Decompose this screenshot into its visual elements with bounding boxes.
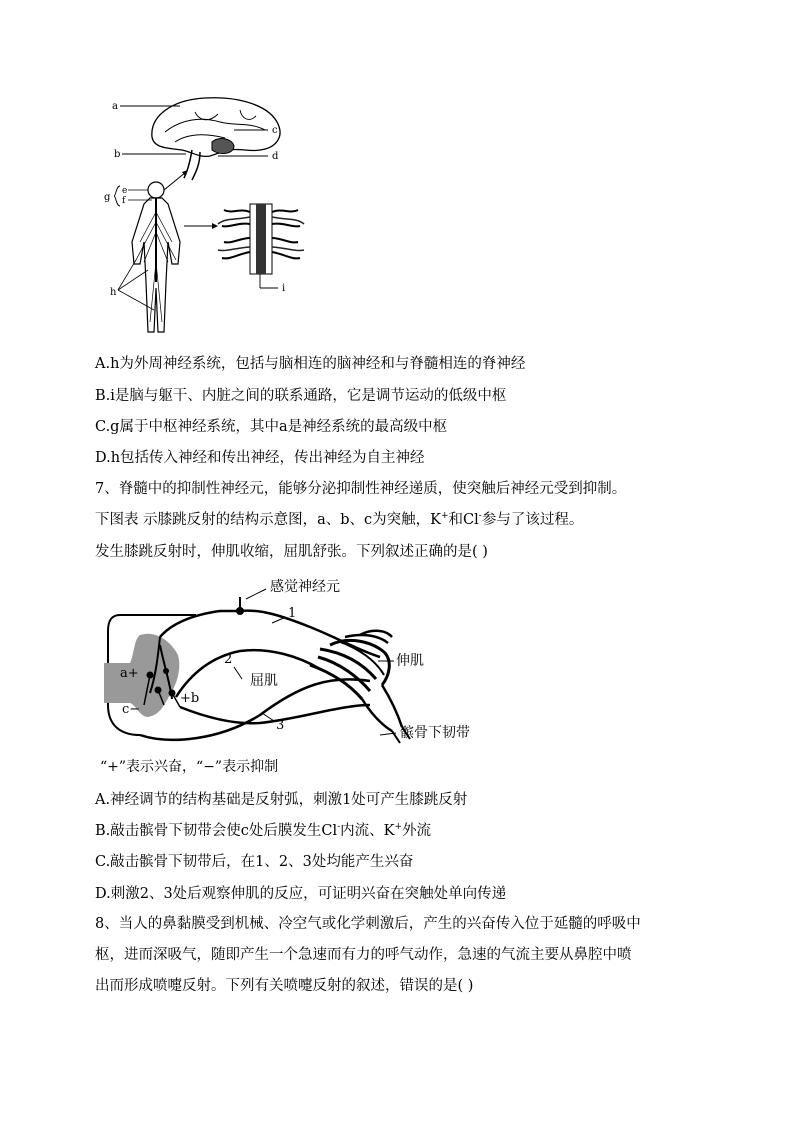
nervous-system-figure <box>100 92 330 342</box>
extensor-label: 伸肌 <box>396 653 424 669</box>
label-c: c <box>272 125 278 136</box>
q7-stem-line2: 下图表 示膝跳反射的结构示意图，a、b、c为突触，K+和Cl-参与了该过程。 <box>95 511 584 528</box>
label-f: f <box>122 196 126 206</box>
number-2-label: 2 <box>224 652 233 667</box>
q7-option-a: A.神经调节的结构基础是反射弧，刺激1处可产生膝跳反射 <box>95 792 468 808</box>
q8-stem-line3: 出而形成喷嚏反射。下列有关喷嚏反射的叙述，错误的是( ) <box>95 978 474 994</box>
label-i: i <box>282 283 286 294</box>
figure-legend: “+”表示兴奋，“−”表示抑制 <box>100 759 279 775</box>
label-b: b <box>114 149 121 160</box>
label-e: e <box>122 186 128 196</box>
q7-stem-line1: 7、脊髓中的抑制性神经元，能够分泌抑制性神经递质，使突触后神经元受到抑制。 <box>95 481 627 497</box>
knee-jerk-reflex-figure <box>100 575 500 775</box>
flexor-label: 屈肌 <box>250 673 278 689</box>
q7-option-b: B.敲击髌骨下韧带会使c处后膜发生Cl-内流、K+外流 <box>95 822 432 839</box>
q8-stem-line1: 8、当人的鼻黏膜受到机械、冷空气或化学刺激后，产生的兴奋传入位于延髓的呼吸中 <box>95 916 641 932</box>
label-g: g <box>104 192 111 203</box>
c-minus-label: c− <box>122 702 141 717</box>
q6-option-a: A.h为外周神经系统，包括与脑相连的脑神经和与脊髓相连的脊神经 <box>95 356 526 372</box>
label-d: d <box>272 151 279 162</box>
number-1-label: 1 <box>288 606 297 621</box>
q7-option-c: C.敲击髌骨下韧带后，在1、2、3处均能产生兴奋 <box>95 854 414 870</box>
q6-option-b: B.i是脑与躯干、内脏之间的联系通路，它是调节运动的低级中枢 <box>95 388 507 404</box>
b-plus-label: +b <box>180 691 200 706</box>
q6-option-c: C.g属于中枢神经系统，其中a是神经系统的最高级中枢 <box>95 419 448 435</box>
q6-option-d: D.h包括传入神经和传出神经，传出神经为自主神经 <box>95 450 425 466</box>
label-a: a <box>112 101 118 112</box>
q7-stem-line3: 发生膝跳反射时，伸肌收缩，屈肌舒张。下列叙述正确的是( ) <box>95 544 488 560</box>
q7-option-d: D.刺激2、3处后观察伸肌的反应，可证明兴奋在突触处单向传递 <box>95 886 507 902</box>
number-3-label: 3 <box>276 718 285 733</box>
patellar-ligament-label: 髌骨下韧带 <box>400 725 470 741</box>
label-h: h <box>110 287 117 298</box>
q8-stem-line2: 枢，进而深吸气，随即产生一个急速而有力的呼气动作，急速的气流主要从鼻腔中喷 <box>95 947 632 963</box>
sensory-neuron-label: 感觉神经元 <box>270 579 340 595</box>
a-plus-label: a+ <box>120 666 139 681</box>
